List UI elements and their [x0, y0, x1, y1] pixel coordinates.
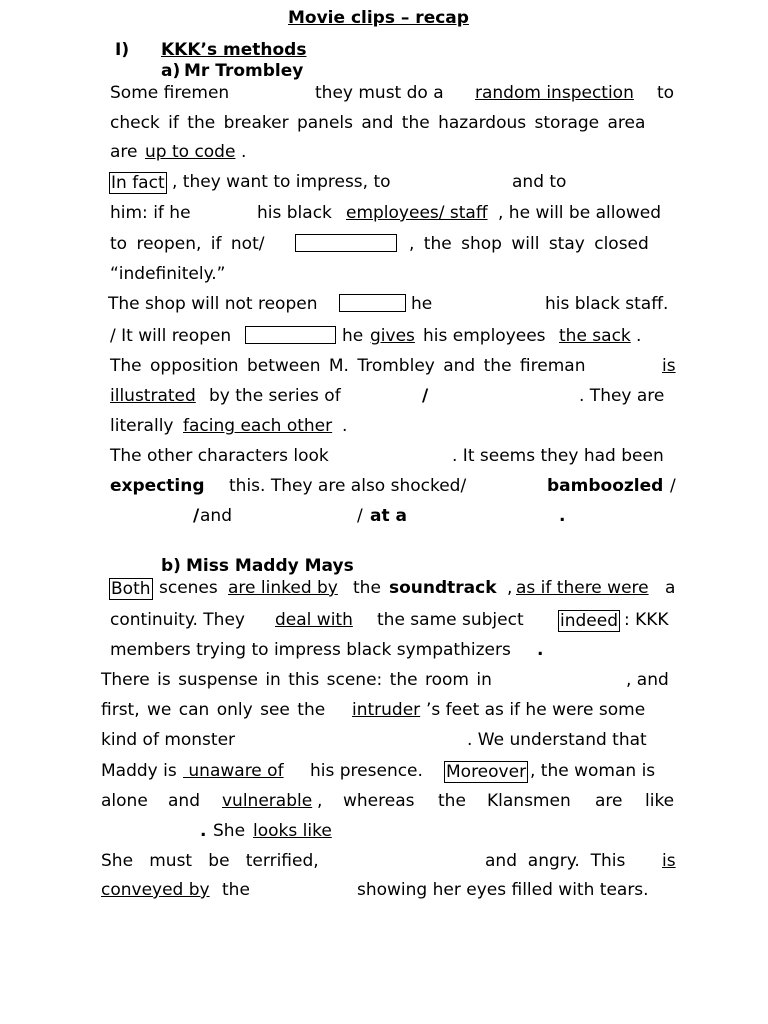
text-run: are	[110, 142, 138, 162]
text-run: his employees	[423, 326, 546, 346]
text-run: /	[193, 506, 200, 526]
subsection-a-marker: a)	[161, 61, 181, 81]
underlined-phrase: are linked by	[228, 578, 338, 598]
subsection-b-heading: Miss Maddy Mays	[186, 556, 354, 576]
text-run: ’s feet as if he were some	[426, 700, 646, 720]
boxed-connector: Both	[111, 579, 151, 599]
text-run: the	[353, 578, 381, 598]
text-run: check if the breaker panels and the hazardous storage area	[110, 113, 646, 133]
text-run: .	[537, 640, 544, 660]
text-run: Maddy is	[101, 761, 177, 781]
text-run: alone	[101, 791, 148, 811]
text-run: this. They are also shocked/	[229, 476, 467, 496]
text-run: , and	[626, 670, 669, 690]
text-run: his black staff.	[545, 294, 669, 314]
text-run: Some firemen	[110, 83, 230, 103]
text-run: .	[200, 821, 207, 841]
underlined-phrase: the sack	[559, 326, 631, 346]
fill-in-blank[interactable]	[245, 326, 336, 344]
text-run: . It seems they had been	[452, 446, 664, 466]
text-run: by the series of	[209, 386, 341, 406]
text-run: , he will be allowed	[498, 203, 661, 223]
section-heading: KKK’s methods	[161, 40, 307, 60]
text-run: The opposition between M. Trombley and the fireman	[110, 356, 586, 376]
underlined-phrase: conveyed by	[101, 880, 210, 900]
text-run: first, we can only see the	[101, 700, 326, 720]
text-run: Klansmen	[487, 791, 571, 811]
text-run: ,	[317, 791, 323, 811]
text-run: .	[241, 142, 247, 162]
text-run: he	[342, 326, 364, 346]
text-run: to reopen, if not/	[110, 234, 265, 254]
text-run: The other characters look	[110, 446, 329, 466]
bold-word: soundtrack	[389, 578, 497, 598]
text-run: .	[342, 416, 348, 436]
text-run: showing her eyes filled with tears.	[357, 880, 649, 900]
fill-in-blank[interactable]	[295, 234, 397, 252]
page-title: Movie clips – recap	[288, 8, 469, 28]
text-run: “indefinitely.”	[110, 264, 226, 284]
underlined-phrase: is	[662, 851, 676, 871]
underlined-phrase: facing each other	[183, 416, 333, 436]
bold-word: bamboozled	[547, 476, 664, 496]
subsection-b-marker: b)	[161, 556, 181, 576]
text-run: and	[200, 506, 232, 526]
text-run: , the shop will stay closed	[409, 234, 649, 254]
bold-word: at a	[370, 506, 407, 526]
text-run: him: if he	[110, 203, 191, 223]
text-run: literally	[110, 416, 174, 436]
underlined-phrase: vulnerable	[222, 791, 313, 811]
text-run: the	[222, 880, 250, 900]
underlined-phrase: intruder	[352, 700, 421, 720]
text-run: scenes	[159, 578, 218, 598]
text-run: . We understand that	[467, 730, 647, 750]
text-run: /	[357, 506, 363, 526]
text-run: The shop will not reopen	[108, 294, 318, 314]
boxed-connector: indeed	[560, 611, 618, 631]
bold-word: expecting	[110, 476, 205, 496]
text-run: the	[438, 791, 466, 811]
underlined-phrase: unaware of	[183, 761, 284, 781]
text-run: and angry. This	[485, 851, 626, 871]
boxed-connector: In fact	[111, 173, 165, 193]
text-run: are	[595, 791, 623, 811]
text-run: continuity. They	[110, 610, 245, 630]
text-run: , they want to impress, to	[172, 172, 391, 192]
underlined-phrase: is	[662, 356, 676, 376]
section-numeral: I)	[115, 40, 130, 60]
text-run: /	[422, 386, 429, 406]
text-run: kind of monster	[101, 730, 236, 750]
text-run: they must do a	[315, 83, 444, 103]
text-run: his black	[257, 203, 332, 223]
text-run: whereas	[343, 791, 415, 811]
text-run: .	[559, 506, 566, 526]
underlined-phrase: as if there were	[516, 578, 649, 598]
text-run: like	[645, 791, 675, 811]
text-run: and	[168, 791, 200, 811]
text-run: he	[411, 294, 433, 314]
text-run: . They are	[579, 386, 665, 406]
fill-in-blank[interactable]	[339, 294, 406, 312]
text-run: , the woman is	[530, 761, 656, 781]
text-run: She must be terrified,	[101, 851, 319, 871]
text-run: his presence.	[310, 761, 423, 781]
underlined-phrase: up to code	[145, 142, 236, 162]
text-run: / It will reopen	[110, 326, 232, 346]
underlined-phrase: gives	[370, 326, 415, 346]
text-run: the same subject	[377, 610, 524, 630]
underlined-phrase: illustrated	[110, 386, 196, 406]
text-run: : KKK	[624, 610, 669, 630]
underlined-phrase: random inspection	[475, 83, 634, 103]
text-run: ,	[507, 578, 513, 598]
boxed-connector: Moreover	[446, 762, 527, 782]
text-run: /	[670, 476, 676, 496]
subsection-a-heading: Mr Trombley	[184, 61, 304, 81]
text-run: She	[213, 821, 246, 841]
text-run: a	[665, 578, 676, 598]
text-run: members trying to impress black sympathizers	[110, 640, 511, 660]
underlined-phrase: looks like	[253, 821, 332, 841]
text-run: There is suspense in this scene: the room in	[101, 670, 492, 690]
text-run: and to	[512, 172, 567, 192]
text-run: .	[636, 326, 642, 346]
text-run: to	[657, 83, 675, 103]
underlined-phrase: deal with	[275, 610, 353, 630]
underlined-phrase: employees/ staff	[346, 203, 488, 223]
